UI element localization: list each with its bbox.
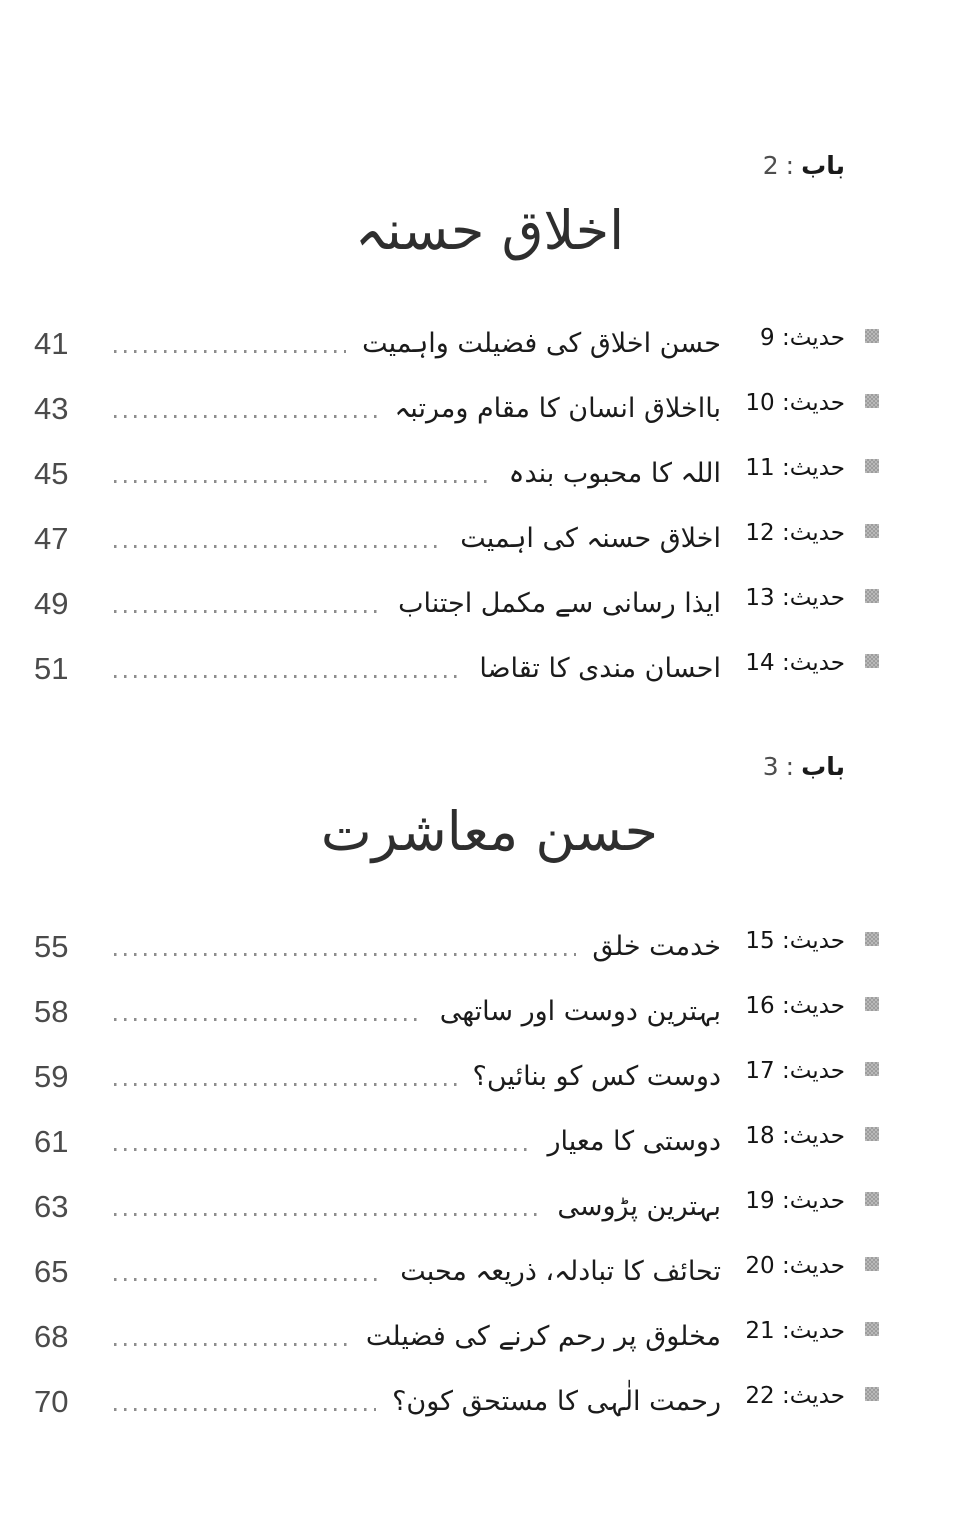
toc-entry: [0, 1294, 979, 1359]
chapter-section-3: [0, 749, 979, 1424]
chapter-label-number: 2: [762, 151, 779, 180]
square-bullet-icon: [865, 329, 879, 343]
leader-dots: [114, 480, 493, 483]
page-number: 49: [34, 586, 69, 621]
page-number: 45: [34, 456, 69, 491]
page-number: 65: [34, 1254, 69, 1289]
toc-entry: [0, 969, 979, 1034]
square-bullet-icon: [865, 1387, 879, 1401]
entry-title: حسن اخلاق کی فضیلت واہمیت: [362, 328, 721, 359]
square-bullet-icon: [865, 1257, 879, 1271]
entry-title: بااخلاق انسان کا مقام ومرتبہ: [394, 393, 721, 424]
toc-entry: [0, 1034, 979, 1099]
entry-title: خدمت خلق: [592, 931, 721, 962]
chapter-label-number: 3: [762, 752, 779, 781]
page-number: 41: [34, 326, 69, 361]
entry-title: ایذا رسانی سے مکمل اجتناب: [398, 588, 721, 619]
toc-entry: [0, 561, 979, 626]
square-bullet-icon: [865, 932, 879, 946]
toc-entry: [0, 431, 979, 496]
toc-entry: [0, 366, 979, 431]
chapter-label-word: باب: [801, 752, 845, 781]
entry-title: بہترین پڑوسی: [557, 1191, 721, 1222]
entry-label: حدیث: 16: [745, 993, 845, 1019]
square-bullet-icon: [865, 589, 879, 603]
chapter-label-separator: :: [785, 752, 795, 781]
entry-list: [0, 904, 979, 1424]
entry-title: اخلاق حسنہ کی اہمیت: [460, 523, 721, 554]
page-number: 61: [34, 1124, 69, 1159]
page-number: 58: [34, 994, 69, 1029]
square-bullet-icon: [865, 524, 879, 538]
entry-title: مخلوق پر رحم کرنے کی فضیلت: [365, 1321, 721, 1352]
entry-title: اللہ کا محبوب بندہ: [508, 458, 721, 489]
entry-title: بہترین دوست اور ساتھی: [439, 996, 721, 1027]
leader-dots: [114, 415, 378, 418]
page-number: 43: [34, 391, 69, 426]
square-bullet-icon: [865, 1062, 879, 1076]
chapter-title: اخلاق حسنہ: [354, 199, 625, 262]
entry-title: دوستی کا معیار: [547, 1126, 721, 1157]
entry-label: حدیث: 17: [745, 1058, 845, 1084]
entry-title: دوست کس کو بنائیں؟: [472, 1061, 721, 1092]
leader-dots: [114, 545, 444, 548]
chapter-label: [0, 749, 979, 784]
page-number: 70: [34, 1384, 69, 1419]
square-bullet-icon: [865, 394, 879, 408]
entry-title: احسان مندی کا تقاضا: [479, 653, 721, 684]
leader-dots: [114, 1343, 350, 1346]
entry-title: تحائف کا تبادلہ، ذریعہ محبت: [400, 1256, 721, 1287]
square-bullet-icon: [865, 997, 879, 1011]
toc-entry: [0, 1099, 979, 1164]
entry-label: حدیث: 18: [745, 1123, 845, 1149]
entry-label: حدیث: 12: [745, 520, 845, 546]
toc-entry: [0, 904, 979, 969]
entry-label: حدیث: 13: [745, 585, 845, 611]
entry-label: حدیث: 15: [745, 928, 845, 954]
leader-dots: [114, 675, 463, 678]
entry-label: حدیث: 22: [745, 1383, 845, 1409]
leader-dots: [114, 610, 382, 613]
entry-list: [0, 301, 979, 691]
entry-label: حدیث: 11: [745, 455, 845, 481]
toc-entry: [0, 1164, 979, 1229]
page-number: 63: [34, 1189, 69, 1224]
toc-entry: [0, 626, 979, 691]
chapter-label-separator: :: [785, 151, 795, 180]
page-number: 59: [34, 1059, 69, 1094]
page-number: 68: [34, 1319, 69, 1354]
entry-label: حدیث: 19: [745, 1188, 845, 1214]
square-bullet-icon: [865, 459, 879, 473]
leader-dots: [114, 1213, 541, 1216]
toc-entry: [0, 496, 979, 561]
leader-dots: [114, 350, 346, 353]
square-bullet-icon: [865, 654, 879, 668]
leader-dots: [114, 1148, 532, 1151]
entry-label: حدیث: 21: [745, 1318, 845, 1344]
leader-dots: [114, 953, 576, 956]
toc-entry: [0, 1229, 979, 1294]
page-number: 55: [34, 929, 69, 964]
leader-dots: [114, 1278, 384, 1281]
entry-label: حدیث: 10: [745, 390, 845, 416]
leader-dots: [114, 1083, 457, 1086]
toc-entry: [0, 1359, 979, 1424]
leader-dots: [114, 1408, 376, 1411]
chapter-label-word: باب: [801, 151, 845, 180]
square-bullet-icon: [865, 1127, 879, 1141]
chapter-title: حسن معاشرت: [320, 800, 659, 863]
chapter-section-2: [0, 0, 979, 691]
toc-entry: [0, 301, 979, 366]
chapter-label: [0, 0, 979, 183]
entry-label: حدیث: 9: [760, 325, 845, 351]
square-bullet-icon: [865, 1322, 879, 1336]
page-number: 51: [34, 651, 69, 686]
entry-title: رحمت الٰہی کا مستحق کون؟: [392, 1386, 721, 1417]
page-number: 47: [34, 521, 69, 556]
entry-label: حدیث: 20: [745, 1253, 845, 1279]
entry-label: حدیث: 14: [745, 650, 845, 676]
leader-dots: [114, 1018, 424, 1021]
square-bullet-icon: [865, 1192, 879, 1206]
